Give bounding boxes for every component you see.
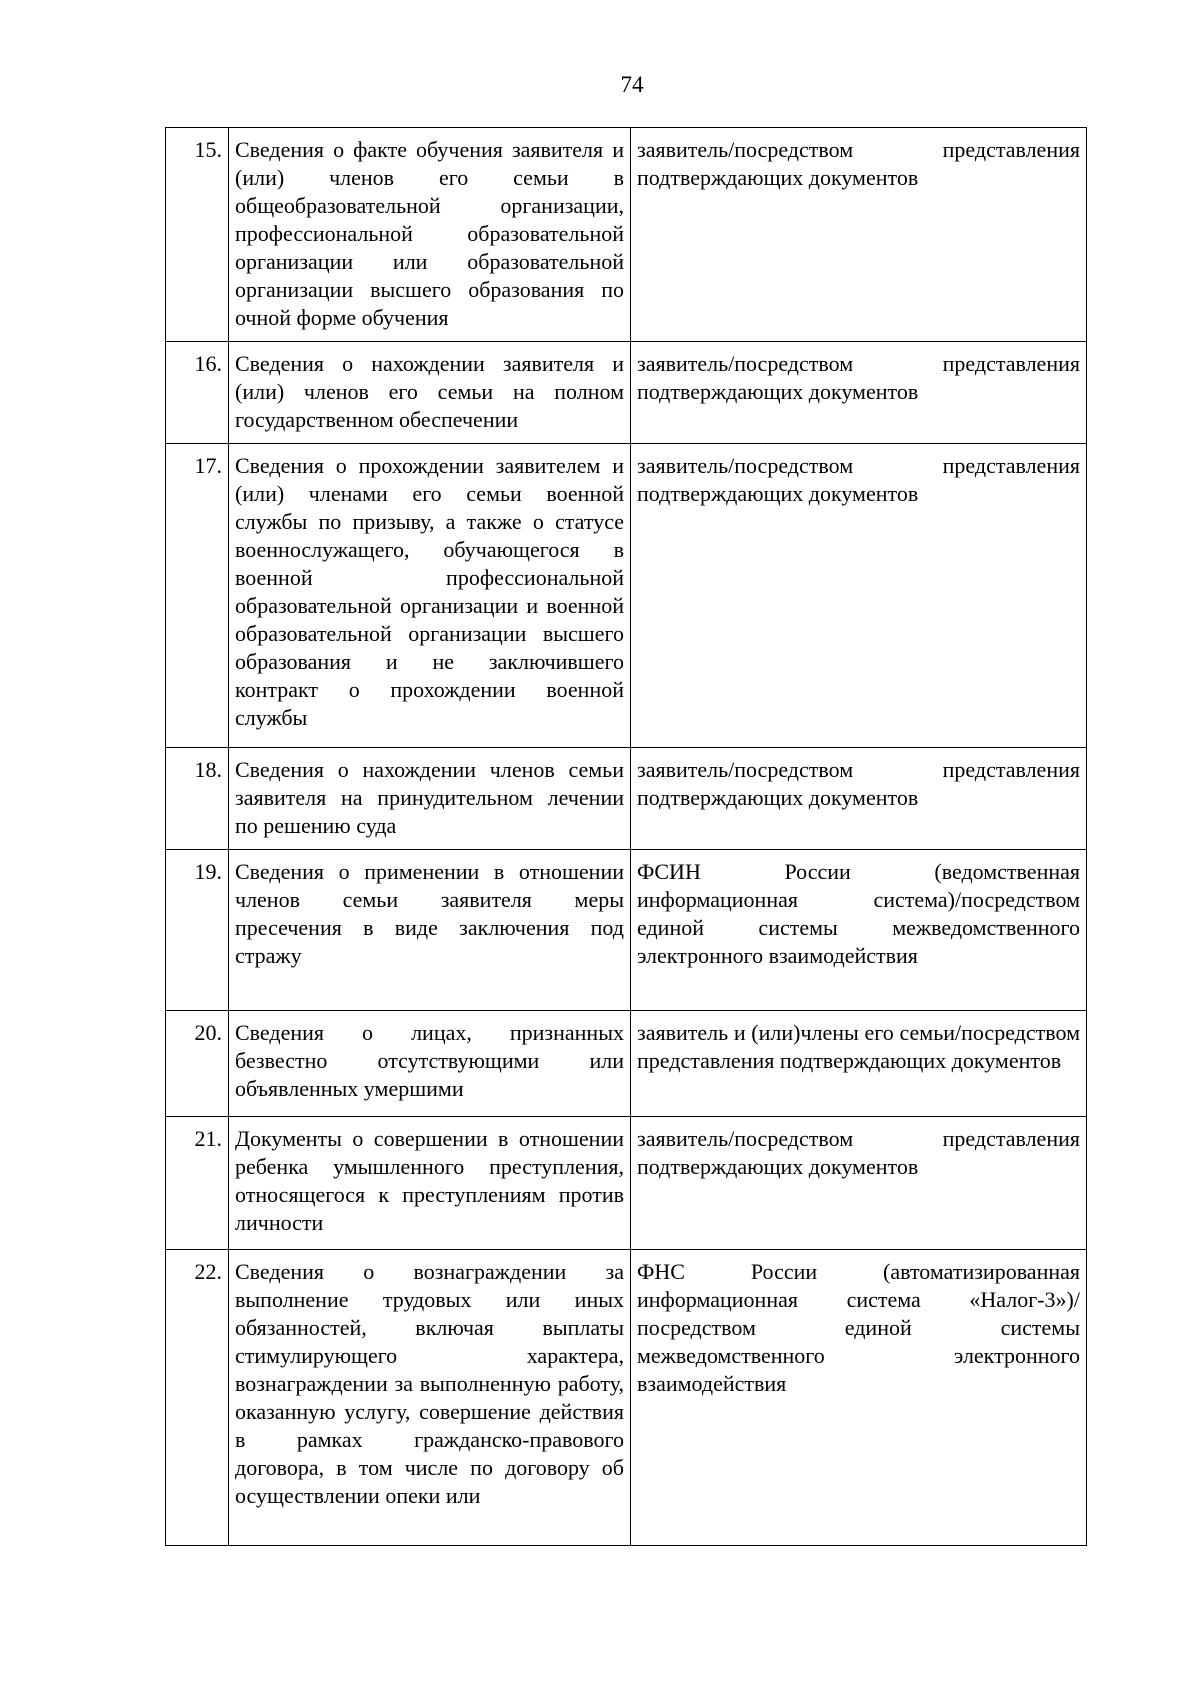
row-source: заявитель и (или)члены его семьи/посредством представления подтверждающих документов (631, 1011, 1087, 1117)
row-description: Сведения о прохождении заявителем и (или) членами его семьи военной службы по призыву, а также о статусе военнослужащего, обучающегося в военной профессиональной образовательной организации и военной образовательной организации высшего образования и не заключившего контракт о прохождении военной службы (229, 444, 631, 748)
row-source: заявитель/посредством представления подтверждающих документов (631, 748, 1087, 850)
row-number: 16. (166, 342, 229, 444)
row-number: 22. (166, 1250, 229, 1546)
table-row (166, 342, 1087, 444)
row-number: 17. (166, 444, 229, 748)
table-row (166, 128, 1087, 342)
row-description: Сведения о лицах, признанных безвестно отсутствующими или объявленных умершими (229, 1011, 631, 1117)
row-description: Сведения о вознаграждении за выполнение трудовых или иных обязанностей, включая выплаты стимулирующего характера, вознаграждении за выполненную работу, оказанную услугу, совершение действия в рамках гражданско-правового договора, в том числе по договору об осуществлении опеки или (229, 1250, 631, 1546)
row-description: Сведения о факте обучения заявителя и (или) членов его семьи в общеобразовательной организации, профессиональной образовательной организации или образовательной организации высшего образования по очной форме обучения (229, 128, 631, 342)
row-source: заявитель/посредством представления подтверждающих документов (631, 444, 1087, 748)
row-source: заявитель/посредством представления подтверждающих документов (631, 1117, 1087, 1250)
table-row (166, 444, 1087, 748)
row-source: заявитель/посредством представления подтверждающих документов (631, 342, 1087, 444)
row-number: 20. (166, 1011, 229, 1117)
table-row (166, 1117, 1087, 1250)
row-number: 19. (166, 850, 229, 1011)
row-source: заявитель/посредством представления подтверждающих документов (631, 128, 1087, 342)
row-description: Сведения о нахождении членов семьи заявителя на принудительном лечении по решению суда (229, 748, 631, 850)
table-row (166, 1011, 1087, 1117)
document-table (165, 127, 1087, 1546)
row-description: Документы о совершении в отношении ребенка умышленного преступления, относящегося к преступлениям против личности (229, 1117, 631, 1250)
row-description: Сведения о применении в отношении членов семьи заявителя меры пресечения в виде заключения под стражу (229, 850, 631, 1011)
row-number: 18. (166, 748, 229, 850)
row-description: Сведения о нахождении заявителя и (или) членов его семьи на полном государственном обеспечении (229, 342, 631, 444)
row-number: 15. (166, 128, 229, 342)
row-number: 21. (166, 1117, 229, 1250)
table-row (166, 850, 1087, 1011)
table-row (166, 1250, 1087, 1546)
table-row (166, 748, 1087, 850)
row-source: ФНС России (автоматизированная информационная система «Налог-3»)/посредством единой системы межведомственного электронного взаимодействия (631, 1250, 1087, 1546)
row-source: ФСИН России (ведомственная информационная система)/посредством единой системы межведомственного электронного взаимодействия (631, 850, 1087, 1011)
page-number: 74 (620, 72, 644, 97)
